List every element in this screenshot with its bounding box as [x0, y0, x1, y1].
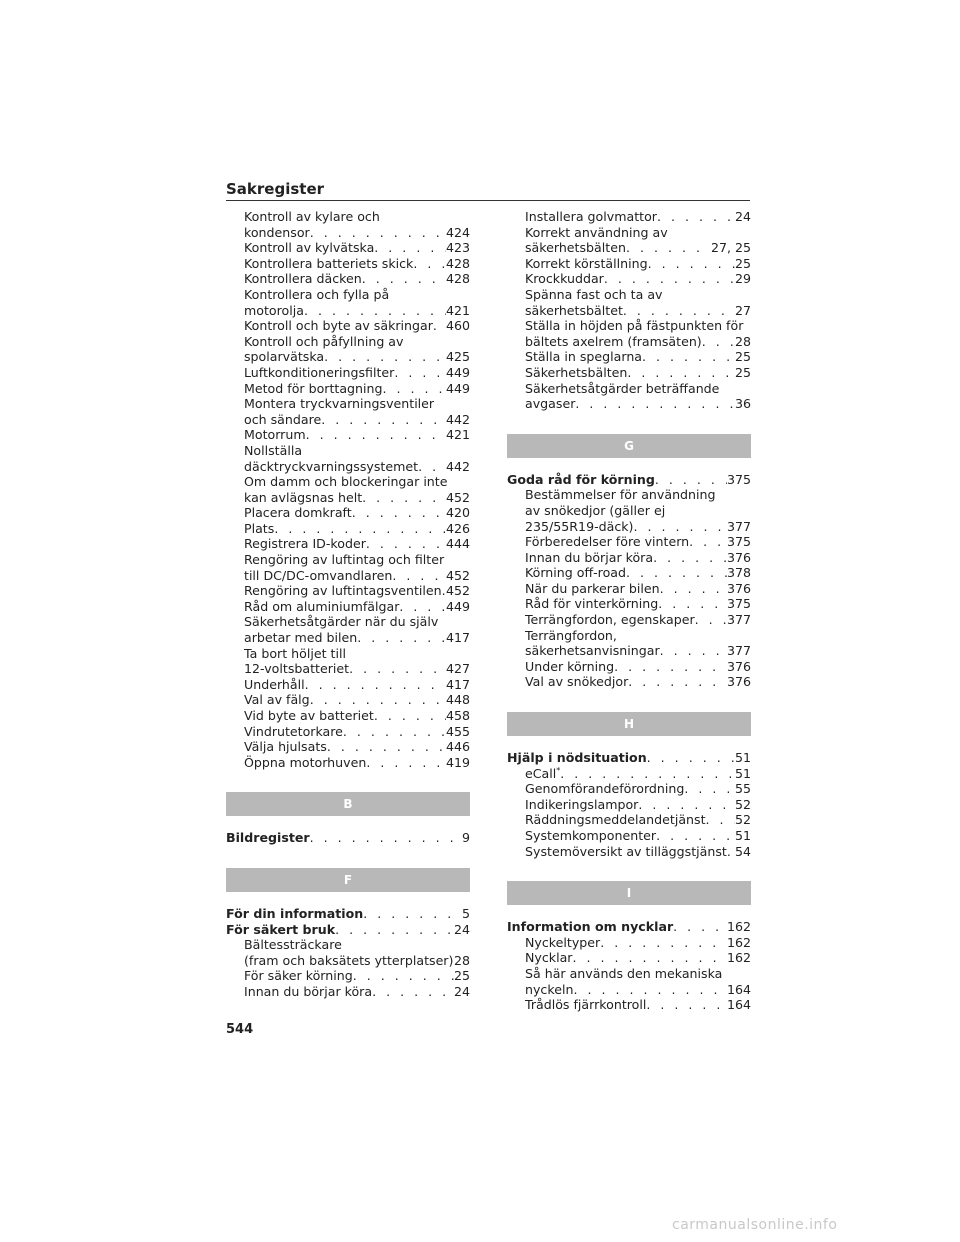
- index-entry[interactable]: [507, 844, 751, 860]
- dot-leader: [702, 334, 735, 350]
- index-entry-text: Vindrutetorkare: [244, 723, 343, 739]
- index-entry-text: till DC/DC-omvandlaren: [244, 567, 393, 583]
- entries-g-list: [507, 487, 751, 690]
- index-entry[interactable]: [226, 692, 470, 708]
- dot-leader: [394, 365, 446, 381]
- index-entry-text: Trådlös fjärrkontroll: [525, 997, 647, 1013]
- watermark: carmanualsonline.info: [672, 1217, 838, 1233]
- dot-leader: [660, 581, 727, 597]
- index-entry-text: Räddningsmeddelandetjänst: [525, 812, 706, 828]
- index-entry[interactable]: [507, 581, 751, 597]
- index-entry-page: 452: [445, 489, 470, 505]
- index-entry-page: 25: [734, 364, 751, 380]
- index-entry-hjalp[interactable]: Hjälp i nödsituation . . . 51: [507, 750, 751, 766]
- index-entry[interactable]: [507, 935, 751, 951]
- index-entry[interactable]: [226, 334, 470, 365]
- index-entry-text: säkerhetsbältet: [525, 302, 623, 318]
- index-entry-page: 458: [445, 708, 470, 723]
- entries-top-list: [507, 209, 751, 412]
- index-entry-text: 12-voltsbatteriet: [244, 661, 350, 677]
- index-entry-page: 24: [734, 209, 751, 224]
- entries-a-list: [226, 209, 470, 770]
- index-entry[interactable]: [226, 937, 470, 968]
- dot-leader: [646, 997, 727, 1013]
- dot-leader: [418, 459, 446, 475]
- index-entry-line: Ställa in höjden på fästpunkten för: [525, 318, 744, 334]
- index-entry[interactable]: [226, 287, 470, 318]
- index-entry-text: Kontrollera batteriets skick: [244, 255, 414, 271]
- dot-leader: [695, 612, 727, 628]
- index-entry[interactable]: [507, 565, 751, 581]
- index-entry-text: (fram och baksätets ytterplatser): [244, 952, 454, 968]
- index-entry-text: kondensor: [244, 224, 310, 240]
- index-entry[interactable]: [226, 724, 470, 740]
- index-entry-information-om-nycklar[interactable]: Information om nycklar . . . 162: [507, 919, 751, 935]
- section-heading-i: I: [507, 881, 751, 905]
- index-entry[interactable]: [226, 677, 470, 693]
- index-entry-text: Förberedelser före vintern: [525, 534, 690, 550]
- index-entry[interactable]: [226, 646, 470, 677]
- index-entry-page: 24: [453, 983, 470, 999]
- dot-leader: [372, 984, 454, 1000]
- index-entry[interactable]: [507, 550, 751, 566]
- index-entry[interactable]: [507, 966, 751, 997]
- index-entry-text: Plats: [244, 520, 275, 536]
- dot-leader: [306, 427, 446, 443]
- index-entry-text: Under körning: [525, 658, 615, 674]
- index-entry[interactable]: [226, 552, 470, 583]
- index-entry-page: 29: [734, 271, 751, 287]
- index-entry-page: 376: [726, 580, 751, 596]
- dot-leader: [628, 674, 727, 690]
- dot-leader: [413, 256, 446, 272]
- index-entry-page: 375: [726, 534, 751, 550]
- index-entry-text: Kontroll och byte av säkringar: [244, 318, 433, 334]
- index-entry-page: 442: [445, 458, 470, 474]
- index-entry-text: säkerhetsanvisningar: [525, 643, 660, 659]
- index-entry[interactable]: [507, 318, 751, 349]
- footnote-marker: *: [556, 765, 561, 775]
- index-entry-text: motorolja: [244, 302, 304, 318]
- dot-leader: [642, 349, 735, 365]
- index-entry[interactable]: [507, 797, 751, 813]
- index-entry[interactable]: [507, 812, 751, 828]
- index-entry-text: 235/55R19-däck): [525, 518, 634, 534]
- index-entry[interactable]: [226, 318, 470, 334]
- index-entry-line: Kontrollera och fylla på: [244, 286, 390, 302]
- dot-leader: [321, 412, 446, 428]
- index-entry-page: 52: [734, 812, 751, 828]
- dot-leader: [399, 599, 446, 615]
- dot-leader: [362, 271, 446, 287]
- index-entry-page: 164: [726, 997, 751, 1013]
- index-entry-page: 417: [445, 630, 470, 646]
- index-entry-page: 460: [445, 318, 470, 334]
- dot-leader: [614, 659, 727, 675]
- index-entry[interactable]: [507, 534, 751, 550]
- index-entry-page: 376: [726, 658, 751, 674]
- index-entry[interactable]: [507, 674, 751, 690]
- dot-leader: [327, 739, 446, 755]
- dot-leader: [600, 935, 727, 951]
- entries-h-list: [507, 781, 751, 859]
- index-entry-text: Indikeringslampor: [525, 796, 639, 812]
- index-entry-page: 420: [445, 505, 470, 521]
- index-entry-line: Terrängfordon,: [525, 627, 617, 643]
- index-column-right: [507, 209, 751, 1013]
- index-entry-page: 28: [734, 333, 751, 349]
- dot-leader: [656, 828, 735, 844]
- dot-leader: [392, 568, 446, 584]
- index-entry-page: 375: [726, 596, 751, 612]
- index-entry-page: 448: [445, 692, 470, 708]
- index-entry-page: 164: [726, 981, 751, 997]
- index-entry-text: Innan du börjar köra: [244, 983, 373, 999]
- index-entry-text: Öppna motorhuven: [244, 754, 367, 770]
- index-entry-line: Om damm och blockeringar inte: [244, 474, 448, 490]
- index-entry-line: Rengöring av luftintag och filter: [244, 552, 445, 568]
- index-entry-text: Nyckeltyper: [525, 934, 601, 950]
- index-entry[interactable]: [226, 240, 470, 256]
- index-entry-text: Val av snökedjor: [525, 674, 629, 690]
- index-entry-page: 449: [445, 598, 470, 614]
- index-entry-page: 449: [445, 364, 470, 380]
- dot-leader: [638, 797, 735, 813]
- index-entry[interactable]: [226, 209, 470, 240]
- section-heading-f: F: [226, 868, 470, 892]
- dot-leader: [627, 365, 735, 381]
- index-entry[interactable]: [226, 739, 470, 755]
- index-entry-text: När du parkerar bilen: [525, 580, 660, 596]
- index-entry-page: 449: [445, 380, 470, 396]
- index-entry-text: och sändare: [244, 411, 322, 427]
- index-entry-text: Systemkomponenter: [525, 828, 657, 843]
- index-entry-page: 25: [734, 255, 751, 271]
- index-entry[interactable]: [226, 271, 470, 287]
- dot-leader: [366, 536, 446, 552]
- dot-leader: [626, 565, 727, 581]
- index-entry[interactable]: [226, 365, 470, 381]
- index-entry-page: 376: [726, 549, 751, 565]
- index-entry-page: 427: [445, 661, 470, 677]
- dot-leader: [362, 490, 446, 506]
- index-entry[interactable]: [507, 612, 751, 628]
- index-entry-text: Installera golvmattor: [525, 209, 657, 224]
- index-entry[interactable]: [226, 984, 470, 1000]
- dot-leader: [353, 968, 454, 984]
- index-entry-page: 444: [445, 536, 470, 552]
- index-entry[interactable]: [226, 443, 470, 474]
- index-entry-page: 27: [734, 302, 751, 318]
- index-entry-text: Råd för vinterkörning: [525, 596, 659, 612]
- index-entry[interactable]: [507, 781, 751, 797]
- dot-leader: [626, 240, 711, 256]
- page-header-title: Sakregister: [226, 180, 325, 198]
- dot-leader: [305, 677, 446, 693]
- index-entry-text: däcktryckvarningssystemet: [244, 458, 419, 474]
- index-entry-for-din-information[interactable]: För din information . . . 5: [226, 906, 470, 922]
- index-entry[interactable]: [507, 381, 751, 412]
- index-entry-text: Registrera ID-koder: [244, 536, 366, 552]
- index-entry-page: 27, 25: [710, 240, 751, 256]
- index-entry-page: 162: [726, 934, 751, 950]
- index-entry-text: Luftkonditioneringsfilter: [244, 364, 395, 380]
- index-entry[interactable]: [226, 536, 470, 552]
- index-entry[interactable]: [507, 487, 751, 534]
- index-entry-line: Säkerhetsåtgärder när du själv: [244, 614, 439, 630]
- index-entry[interactable]: [226, 968, 470, 984]
- index-entry[interactable]: [226, 427, 470, 443]
- index-entry-text: Körning off-road: [525, 565, 626, 581]
- index-entry-page: 25: [453, 968, 470, 984]
- dot-leader: [653, 550, 727, 566]
- index-entry-text: Genomförandeförordning: [525, 781, 685, 797]
- dot-leader: [304, 303, 446, 319]
- dot-leader: [633, 519, 726, 535]
- dot-leader: [573, 950, 727, 966]
- index-entry-line: Bestämmelser för användning: [525, 487, 716, 503]
- index-entry-text: Placera domkraft: [244, 505, 352, 521]
- dot-leader: [684, 781, 735, 797]
- index-entry-line: Säkerhetsåtgärder beträffande: [525, 380, 720, 396]
- index-entry-page: 421: [445, 302, 470, 318]
- dot-leader: [657, 209, 735, 225]
- index-entry-line: Ta bort höljet till: [244, 645, 346, 661]
- index-entry[interactable]: [226, 755, 470, 771]
- index-entry-page: 51: [734, 828, 751, 843]
- index-entry-for-sakert-bruk[interactable]: För säkert bruk . . . 24: [226, 922, 470, 938]
- index-entry[interactable]: [507, 997, 751, 1013]
- index-entry-ecall[interactable]: eCall* . . . 51: [507, 766, 751, 782]
- index-entry-page: 419: [445, 754, 470, 770]
- dot-leader: [374, 240, 446, 256]
- index-entry[interactable]: [507, 596, 751, 612]
- index-entry-page: 452: [445, 583, 470, 599]
- index-column-left: [226, 209, 470, 1000]
- index-entry[interactable]: [226, 474, 470, 505]
- entries-i-list: [507, 935, 751, 1013]
- index-entry[interactable]: [226, 381, 470, 397]
- index-entry-line: Så här används den mekaniska: [525, 965, 723, 981]
- index-entry[interactable]: [507, 287, 751, 318]
- index-entry[interactable]: [226, 521, 470, 537]
- dot-leader: [324, 349, 446, 365]
- index-entry-page: 377: [726, 643, 751, 659]
- index-entry-text: Metod för borttagning: [244, 380, 383, 396]
- index-entry-page: 428: [445, 255, 470, 271]
- index-entry-page: 376: [726, 674, 751, 690]
- index-entry[interactable]: [507, 365, 751, 381]
- dot-leader: [648, 256, 735, 272]
- index-entry-page: 25: [734, 349, 751, 365]
- dot-leader: [366, 755, 446, 771]
- dot-leader: [310, 225, 446, 241]
- index-entry-text: Motorrum: [244, 427, 306, 443]
- dot-leader: [604, 271, 735, 287]
- index-entry[interactable]: [226, 396, 470, 427]
- dot-leader: [374, 708, 446, 724]
- index-entry[interactable]: [226, 599, 470, 615]
- index-entry-page: 421: [445, 427, 470, 443]
- index-entry[interactable]: [507, 209, 751, 225]
- section-heading-h: H: [507, 712, 751, 736]
- index-entry-text: Råd om aluminiumfälgar: [244, 598, 400, 614]
- header-rule: [226, 200, 750, 201]
- dot-leader: [349, 661, 446, 677]
- dot-leader: [573, 982, 727, 998]
- section-heading-b: B: [226, 792, 470, 816]
- index-entry-page: 446: [445, 739, 470, 755]
- index-entry-line: Nollställa: [244, 442, 303, 458]
- dot-leader: [433, 318, 446, 334]
- index-entry-text: kan avlägsnas helt: [244, 489, 363, 505]
- index-entry[interactable]: [507, 349, 751, 365]
- index-entry[interactable]: [226, 505, 470, 521]
- index-entry-line: Korrekt användning av: [525, 224, 668, 240]
- index-entry-page: 55: [734, 781, 751, 797]
- dot-leader: [660, 643, 727, 659]
- dot-leader: [383, 381, 446, 397]
- index-entry-line: Kontroll av kylare och: [244, 209, 380, 224]
- index-entry-text: Val av fälg: [244, 692, 310, 708]
- index-entry-page: 428: [445, 271, 470, 287]
- index-entry[interactable]: [226, 708, 470, 724]
- index-entry-text: Krockkuddar: [525, 271, 604, 287]
- dot-leader: [352, 505, 446, 521]
- index-entry-text: säkerhetsbälten: [525, 240, 626, 256]
- index-entry-text: Innan du börjar köra: [525, 549, 654, 565]
- index-entry-text: avgaser: [525, 396, 576, 412]
- index-entry-text: Terrängfordon, egenskaper: [525, 612, 695, 628]
- dot-leader: [575, 396, 735, 412]
- index-entry-page: 426: [445, 520, 470, 536]
- index-entry[interactable]: [226, 614, 470, 645]
- index-entry-text: spolarvätska: [244, 349, 325, 365]
- entries-f-list: [226, 937, 470, 999]
- dot-leader: [689, 534, 727, 550]
- index-entry-text: Vid byte av batteriet: [244, 708, 374, 723]
- dot-leader: [274, 521, 446, 537]
- index-entry[interactable]: [507, 225, 751, 256]
- index-entry-text: Ställa in speglarna: [525, 349, 643, 365]
- dot-leader: [706, 812, 735, 828]
- index-entry-line: Kontroll och påfyllning av: [244, 333, 404, 349]
- index-entry-page: 417: [445, 676, 470, 692]
- dot-leader: [343, 724, 446, 740]
- dot-leader: [658, 596, 727, 612]
- index-entry[interactable]: [507, 256, 751, 272]
- index-entry-page: 377: [726, 518, 751, 534]
- index-entry-line: Spänna fast och ta av: [525, 286, 663, 302]
- index-entry-line: av snökedjor (gäller ej: [525, 502, 666, 518]
- index-entry-page: 378: [726, 565, 751, 581]
- index-entry-text: nyckeln: [525, 981, 574, 997]
- index-entry-text: För säker körning: [244, 968, 353, 984]
- dot-leader: [623, 303, 735, 319]
- index-entry-page: 54: [734, 843, 751, 859]
- index-entry[interactable]: [507, 828, 751, 844]
- index-entry[interactable]: [226, 256, 470, 272]
- index-entry-page: 36: [734, 396, 751, 412]
- index-entry[interactable]: [507, 659, 751, 675]
- index-entry-page: 28: [453, 952, 470, 968]
- index-entry-page: 162: [726, 950, 751, 966]
- dot-leader: [310, 692, 446, 708]
- index-entry-page: 455: [445, 723, 470, 739]
- dot-leader: [357, 630, 446, 646]
- index-entry-text: Rengöring av luftintagsventilen: [244, 583, 442, 599]
- index-entry-line: Bältessträckare: [244, 937, 342, 953]
- index-entry-page: 423: [445, 240, 470, 256]
- index-entry-page: 377: [726, 612, 751, 628]
- page-number: 544: [226, 1022, 254, 1037]
- index-entry-text: Systemöversikt av tilläggstjänst: [525, 843, 727, 859]
- index-entry-text: Underhåll: [244, 676, 305, 692]
- index-entry-page: 424: [445, 224, 470, 240]
- index-entry-page: 52: [734, 796, 751, 812]
- section-heading-g: G: [507, 434, 751, 458]
- index-entry-page: 442: [445, 411, 470, 427]
- index-entry-text: Säkerhetsbälten: [525, 364, 628, 380]
- index-entry[interactable]: [507, 950, 751, 966]
- index-entry[interactable]: [507, 271, 751, 287]
- index-entry[interactable]: [226, 583, 470, 599]
- index-entry-goda-rad[interactable]: Goda råd för körning . . . 375: [507, 472, 751, 488]
- dot-leader: [727, 844, 735, 860]
- index-entry-text: Nycklar: [525, 950, 573, 966]
- index-entry-text: Kontrollera däcken: [244, 271, 362, 287]
- index-entry-page: 452: [445, 567, 470, 583]
- index-entry-bildregister[interactable]: Bildregister . . . 9: [226, 830, 470, 846]
- index-entry-text: Välja hjulsats: [244, 739, 327, 755]
- index-entry[interactable]: [507, 628, 751, 659]
- index-entry-text: arbetar med bilen: [244, 630, 358, 646]
- index-entry-page: 425: [445, 349, 470, 365]
- index-entry-line: Montera tryckvarningsventiler: [244, 396, 435, 412]
- index-entry-text: Kontroll av kylvätska: [244, 240, 375, 256]
- index-entry-text: Korrekt körställning: [525, 255, 648, 271]
- index-entry-text: bältets axelrem (framsäten): [525, 333, 702, 349]
